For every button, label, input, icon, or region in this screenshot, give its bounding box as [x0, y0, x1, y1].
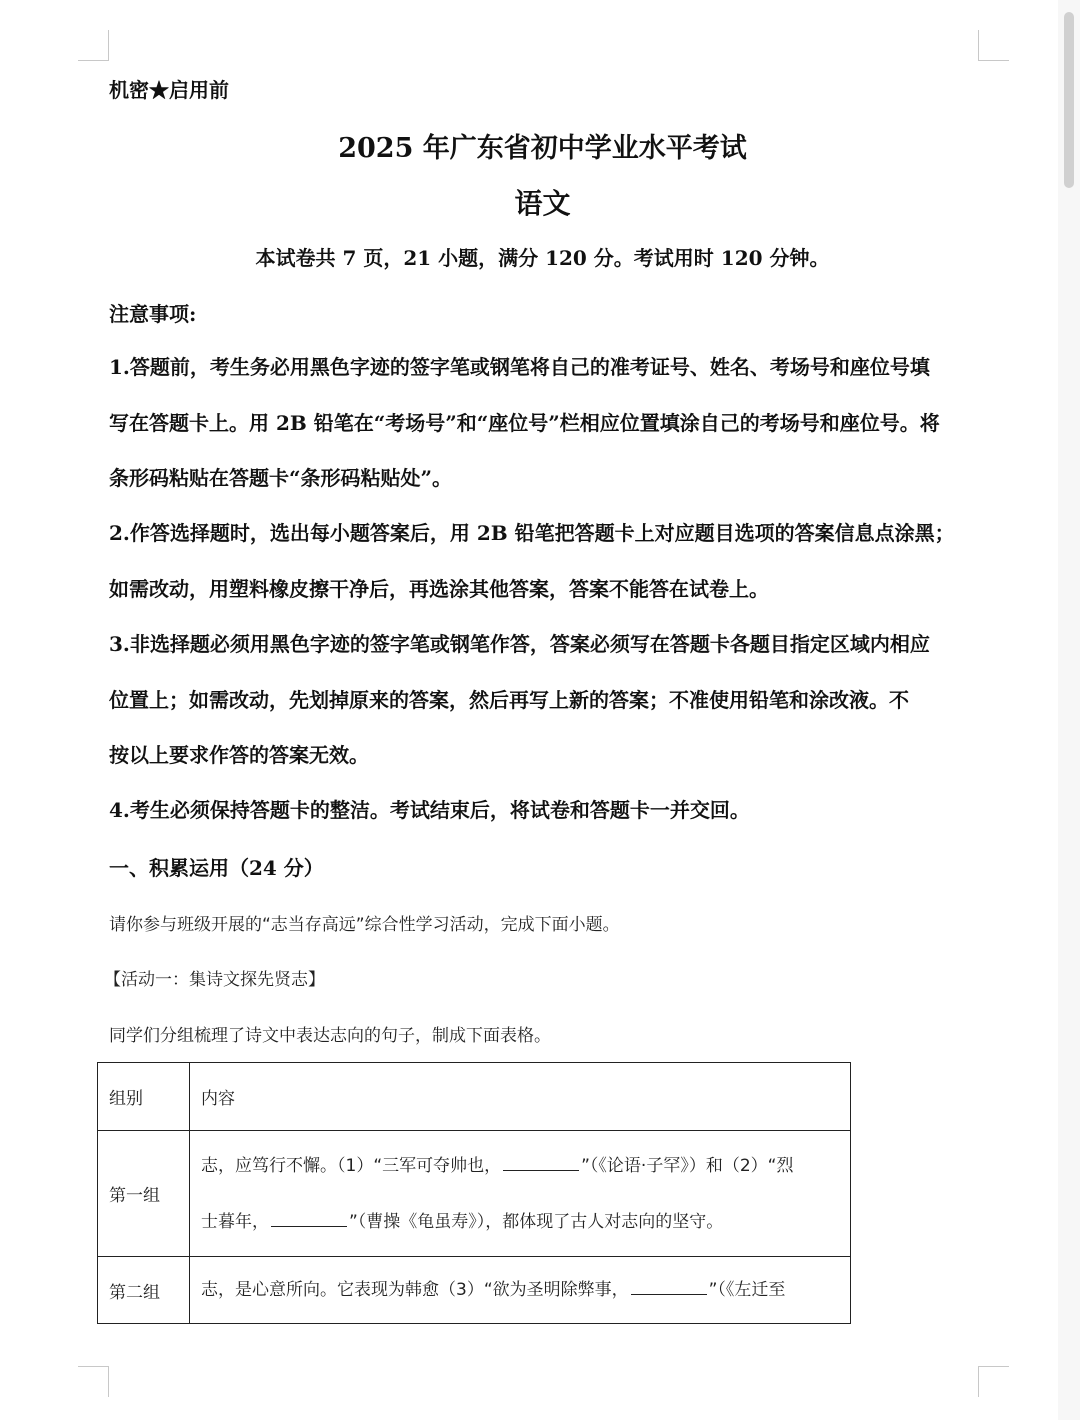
vertical-scrollbar[interactable] — [1058, 0, 1080, 1420]
content-line — [201, 1138, 848, 1194]
activity-heading: 【活动一：集诗文探先贤志】 — [104, 970, 325, 990]
notice-item — [109, 631, 989, 798]
aspiration-table — [97, 1062, 851, 1324]
table-row — [98, 1131, 851, 1257]
paper-info: 本试卷共 7 页，21 小题，满分 120 分。考试用时 120 分钟。 — [255, 246, 830, 270]
crop-mark-bottom-right — [978, 1366, 1009, 1397]
content-text: 士暮年， — [201, 1211, 269, 1232]
notice-heading: 注意事项: — [109, 302, 197, 326]
table-header-row — [98, 1063, 851, 1131]
group-cell: 第二组 — [98, 1257, 190, 1324]
section-title: 一、积累运用（24 分） — [109, 856, 324, 880]
table-row — [98, 1257, 851, 1324]
crop-mark-bottom-left — [78, 1366, 109, 1397]
notice-line: 3.非选择题必须用黑色字迹的签字笔或钢笔作答，答案必须写在答题卡各题目指定区域内相应 — [109, 632, 930, 656]
content-text: ”（《左迁至 — [708, 1280, 786, 1300]
section-intro: 请你参与班级开展的“志当存高远”综合性学习活动，完成下面小题。 — [109, 915, 620, 935]
content-text: ”（曹操《龟虽寿》），都体现了古人对志向的坚守。 — [349, 1211, 724, 1232]
content-text: 志，应笃行不懈。（1）“三军可夺帅也， — [201, 1155, 502, 1176]
notice-item — [109, 797, 989, 853]
subject-title: 语文 — [514, 187, 571, 220]
crop-mark-top-right — [978, 30, 1009, 61]
answer-blank[interactable] — [631, 1293, 707, 1295]
crop-mark-top-left — [78, 30, 109, 61]
notice-line: 4.考生必须保持答题卡的整洁。考试结束后，将试卷和答题卡一并交回。 — [109, 798, 750, 822]
group-cell: 第一组 — [98, 1131, 190, 1257]
notice-line: 写在答题卡上。用 2B 铅笔在“考场号”和“座位号”栏相应位置填涂自己的考场号和座位号。将 — [109, 410, 940, 435]
content-cell — [190, 1131, 851, 1257]
notice-item — [109, 520, 989, 631]
content-text: ”（《论语·子罕》）和（2）“烈 — [581, 1155, 794, 1176]
header-content: 内容 — [190, 1063, 851, 1131]
content-line — [201, 1194, 848, 1250]
header-group: 组别 — [98, 1063, 190, 1131]
content-cell — [190, 1257, 851, 1324]
notice-line: 2.作答选择题时，选出每小题答案后，用 2B 铅笔把答题卡上对应题目选项的答案信息点涂黑； — [109, 521, 955, 545]
answer-blank[interactable] — [271, 1225, 347, 1227]
notice-line: 位置上；如需改动，先划掉原来的答案，然后再写上新的答案；不准使用铅笔和涂改液。不 — [109, 687, 909, 712]
exam-title: 2025 年广东省初中学业水平考试 — [338, 133, 747, 164]
notice-line: 1.答题前，考生务必用黑色字迹的签字笔或钢笔将自己的准考证号、姓名、考场号和座位号填 — [109, 355, 930, 379]
notice-line: 如需改动，用塑料橡皮擦干净后，再选涂其他答案，答案不能答在试卷上。 — [109, 576, 769, 601]
scrollbar-thumb[interactable] — [1064, 12, 1074, 188]
notice-item — [109, 354, 989, 521]
confidential-label: 机密★启用前 — [109, 78, 229, 102]
content-line — [201, 1262, 848, 1318]
table-intro: 同学们分组梳理了诗文中表达志向的句子，制成下面表格。 — [109, 1026, 551, 1046]
answer-blank[interactable] — [503, 1169, 579, 1171]
content-text: 志，是心意所向。它表现为韩愈（3）“欲为圣明除弊事， — [201, 1280, 629, 1300]
notice-line: 条形码粘贴在答题卡“条形码粘贴处”。 — [109, 466, 453, 490]
notice-line: 按以上要求作答的答案无效。 — [109, 743, 369, 767]
